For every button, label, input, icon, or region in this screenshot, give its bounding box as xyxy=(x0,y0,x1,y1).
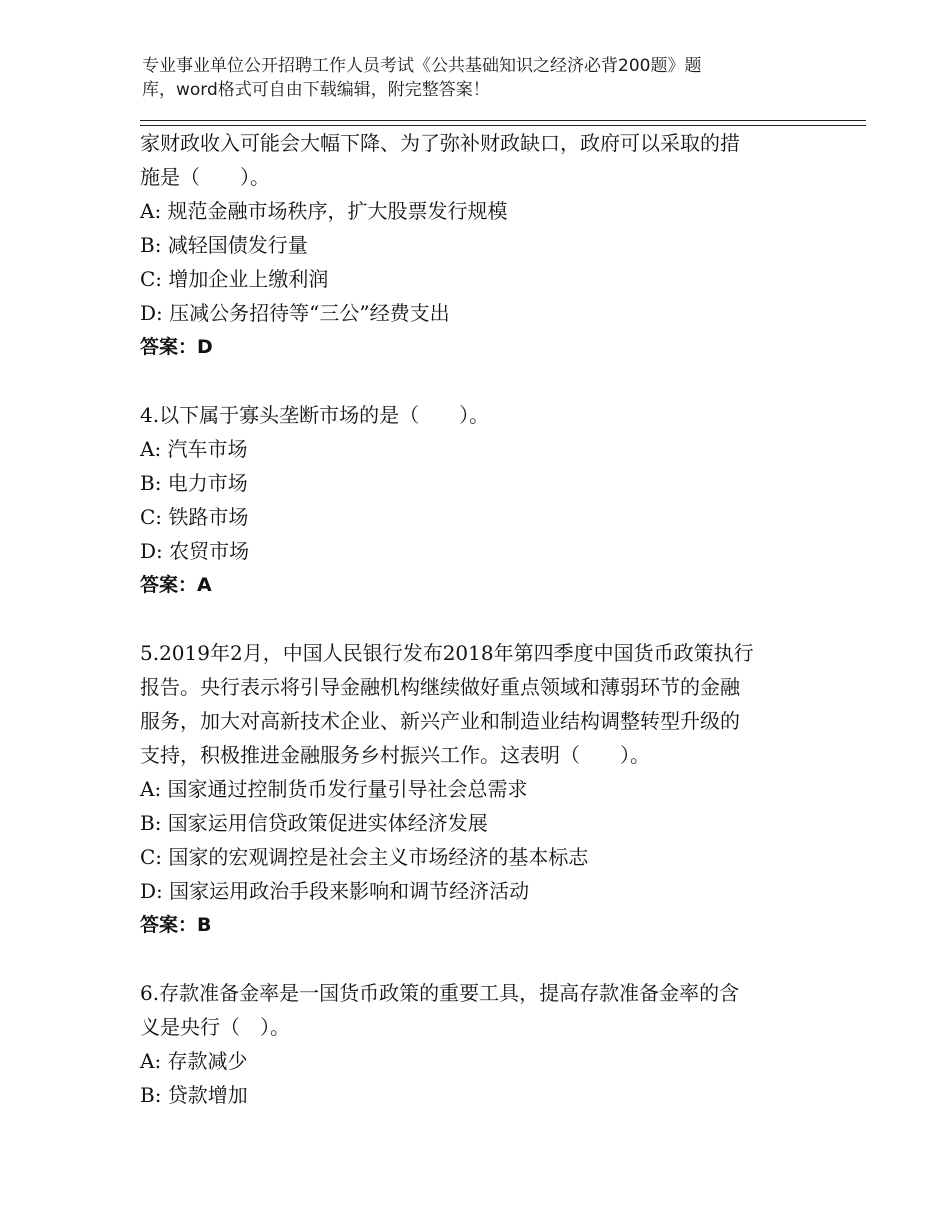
option-a: A: 规范金融市场秩序，扩大股票发行规模 xyxy=(140,199,508,223)
option-a: A: 国家通过控制货币发行量引导社会总需求 xyxy=(140,777,528,801)
header-title-line-1: 专业事业单位公开招聘工作人员考试《公共基础知识之经济必背200题》题 xyxy=(142,56,702,76)
header-title-line-2: 库，word格式可自由下载编辑，附完整答案！ xyxy=(142,80,490,100)
question-stem-line: 支持，积极推进金融服务乡村振兴工作。这表明（ ）。 xyxy=(140,743,650,767)
question-stem-line: 服务，加大对高新技术企业、新兴产业和制造业结构调整转型升级的 xyxy=(140,709,740,733)
spacer xyxy=(140,942,820,976)
question-stem-line: 4.以下属于寡头垄断市场的是（ ）。 xyxy=(140,403,490,427)
question-content xyxy=(140,126,820,1112)
option-b: B: 电力市场 xyxy=(140,471,248,495)
option-d: D: 国家运用政治手段来影响和调节经济活动 xyxy=(140,879,530,903)
option-b: B: 减轻国债发行量 xyxy=(140,233,308,257)
question-4 xyxy=(140,398,820,602)
option-d: D: 压减公务招待等“三公”经费支出 xyxy=(140,301,450,325)
option-a: A: 汽车市场 xyxy=(140,437,248,461)
option-a: A: 存款减少 xyxy=(140,1049,248,1073)
answer-label: 答案：B xyxy=(140,914,212,936)
question-3 xyxy=(140,126,820,364)
answer-label: 答案：A xyxy=(140,574,212,596)
option-c: C: 铁路市场 xyxy=(140,505,249,529)
question-6 xyxy=(140,976,820,1112)
option-b: B: 国家运用信贷政策促进实体经济发展 xyxy=(140,811,488,835)
spacer xyxy=(140,364,820,398)
question-stem-line: 家财政收入可能会大幅下降、为了弥补财政缺口，政府可以采取的措 xyxy=(140,131,740,155)
question-stem-line: 施是（ ）。 xyxy=(140,165,270,189)
option-d: D: 农贸市场 xyxy=(140,539,250,563)
answer-label: 答案：D xyxy=(140,336,213,358)
question-5 xyxy=(140,636,820,942)
question-stem-line: 6.存款准备金率是一国货币政策的重要工具，提高存款准备金率的含 xyxy=(140,981,740,1005)
question-stem-line: 报告。央行表示将引导金融机构继续做好重点领域和薄弱环节的金融 xyxy=(140,675,740,699)
option-c: C: 增加企业上缴利润 xyxy=(140,267,329,291)
question-stem-line: 义是央行（ ）。 xyxy=(140,1015,290,1039)
question-stem-line: 5.2019年2月，中国人民银行发布2018年第四季度中国货币政策执行 xyxy=(140,641,754,665)
option-b: B: 贷款增加 xyxy=(140,1083,248,1107)
document-header xyxy=(142,54,782,102)
spacer xyxy=(140,602,820,636)
option-c: C: 国家的宏观调控是社会主义市场经济的基本标志 xyxy=(140,845,589,869)
